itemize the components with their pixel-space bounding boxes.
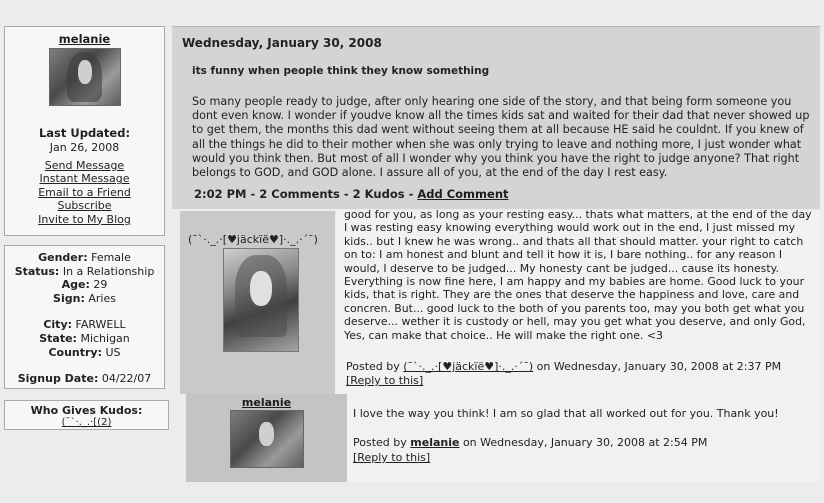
signup-value: 04/22/07 <box>101 372 152 386</box>
posted-by-author-link[interactable]: (¯`·._.·[♥jäckïë♥]·._.·´¯) <box>403 360 534 373</box>
gender-value: Female <box>91 251 131 264</box>
invite-blog-link[interactable]: Invite to My Blog <box>38 212 131 226</box>
signup-row <box>5 372 164 386</box>
posted-by-suffix: on Wednesday, January 30, 2008 at 2:37 PM <box>533 360 782 373</box>
posted-by-prefix: Posted by <box>346 360 404 373</box>
sign-label: Sign: <box>53 291 85 305</box>
signup-label: Signup Date: <box>17 372 99 386</box>
country-row <box>5 346 164 360</box>
post-body: So many people ready to judge, after only hearing one side of the story, and that being form someone you dont even know. I wonder if youdve know all the times kids sat and waited for their dad that never showed up to get them, the months this dad went without seeing them at all because HE said he couldnt. If you knew of all the things he did to their mother when she was only trying to leave and nothing more, I just wonder what would you think then. But most of all I wonder why you think you have the right to judge anyone? That right belongs to GOD, and GOD alone. I assure all of you, at the end of the day I rest easy. <box>192 95 810 180</box>
post-meta-text: 2:02 PM - 2 Comments - 2 Kudos - <box>194 187 418 201</box>
posted-by-author-link[interactable]: melanie <box>410 436 460 449</box>
comment-text: good for you, as long as your resting easy... thats what matters, at the end of the day I was resting easy knowing everything would work out in the end, I just missed my kids.. but I knew he was wrong.. and thats all that should matter. your right to catch on to: I am honest and blunt and tell it how it is, I bare nothing.. for any reason I would, I deserve to be judged... My honesty cant be judged... cause its honesty. Everything is now fine here, I am happy and my babies are home. Good luck to your kids, that is right. They are the ones that deserve the happiness and love, care and concren. But... good luck to the both of you parents too, may you both get what you deserve... wether it is custody or hell, may you get what you deserve, and only God, Yes, can make that choice.. He will make the right one. <3 <box>344 208 812 342</box>
posted-by-suffix: on Wednesday, January 30, 2008 at 2:54 PM <box>459 436 708 449</box>
status-label: Status: <box>14 264 60 278</box>
profile-actions <box>5 159 164 226</box>
posted-by-prefix: Posted by <box>353 436 411 449</box>
country-label: Country: <box>48 345 102 359</box>
city-label: City: <box>43 318 73 332</box>
kudos-box <box>4 400 169 430</box>
last-updated-date: Jan 26, 2008 <box>49 141 120 154</box>
comment-author-name[interactable]: melanie <box>241 396 292 409</box>
kudos-giver-link[interactable]: (¯`·._.·[(2) <box>61 417 112 428</box>
comment-author-panel <box>180 211 335 394</box>
gender-label: Gender: <box>38 251 88 264</box>
comment-posted-by <box>353 436 707 449</box>
profile-avatar[interactable] <box>49 48 121 106</box>
instant-message-link[interactable]: Instant Message <box>39 172 130 186</box>
comment-author-avatar[interactable] <box>223 248 299 352</box>
reply-link[interactable]: [Reply to this] <box>353 451 431 464</box>
comment-posted-by <box>346 360 781 373</box>
reply-link[interactable]: [Reply to this] <box>346 374 424 387</box>
age-row <box>5 278 164 292</box>
gender-row <box>5 251 164 265</box>
age-value: 29 <box>93 278 108 292</box>
country-value: US <box>105 345 121 359</box>
last-updated-label: Last Updated: <box>38 126 131 140</box>
comment-body <box>347 394 820 482</box>
blog-post <box>172 26 820 209</box>
age-label: Age: <box>61 278 90 292</box>
comment-text: I love the way you think! I am so glad that all worked out for you. Thank you! <box>353 407 779 420</box>
profile-username-link[interactable]: melanie <box>58 32 111 46</box>
sign-row <box>5 292 164 306</box>
kudos-title: Who Gives Kudos: <box>30 404 143 417</box>
post-meta <box>194 187 509 201</box>
state-label: State: <box>39 331 77 345</box>
comment-author-avatar[interactable] <box>230 410 304 468</box>
email-friend-link[interactable]: Email to a Friend <box>38 185 131 199</box>
state-row <box>5 332 164 346</box>
sign-value: Aries <box>88 291 116 305</box>
subscribe-link[interactable]: Subscribe <box>57 199 112 213</box>
state-value: Michigan <box>80 331 130 345</box>
add-comment-link[interactable]: Add Comment <box>417 187 509 201</box>
city-value: FARWELL <box>75 318 126 332</box>
comment-body <box>336 208 820 394</box>
post-title: its funny when people think they know something <box>192 65 490 77</box>
profile-box <box>4 26 165 236</box>
send-message-link[interactable]: Send Message <box>44 159 125 172</box>
profile-details <box>4 245 165 389</box>
status-row <box>5 265 164 279</box>
comment-author-panel <box>186 394 347 482</box>
status-value: In a Relationship <box>62 264 155 278</box>
city-row <box>5 318 164 332</box>
comment-author-name[interactable]: (¯`·._.·[♥jäckïë♥]·._.·´¯) <box>188 233 318 246</box>
post-date: Wednesday, January 30, 2008 <box>182 36 382 50</box>
